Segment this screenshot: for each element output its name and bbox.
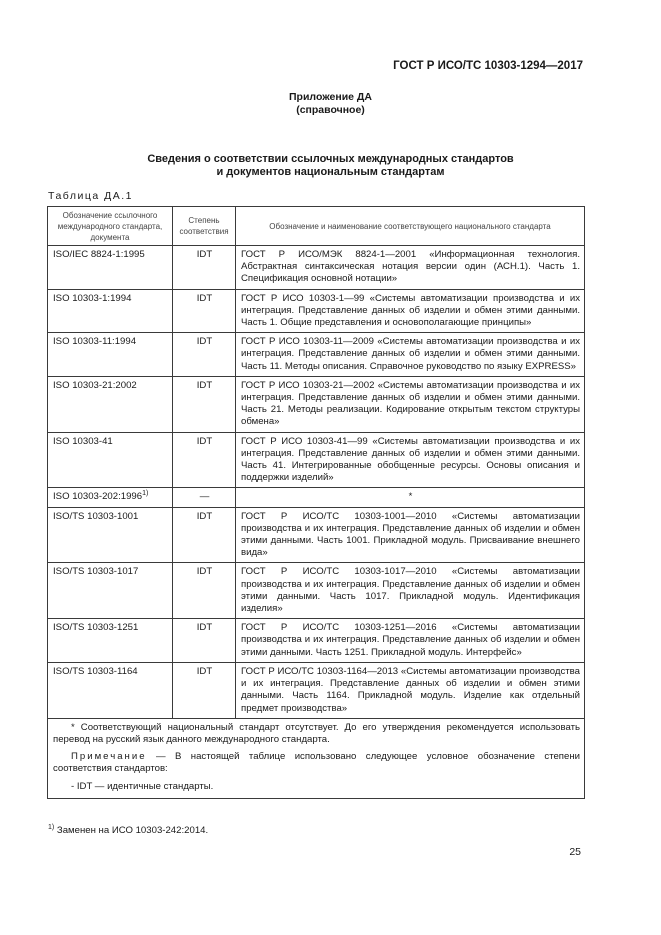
- note-asterisk: * Соответствующий национальный стандарт отсутствует. До его утверждения рекомендуется использовать перевод на русский язык данного международного стандарта.: [53, 721, 580, 745]
- header-international-standard: Обозначение ссылочного международного стандарта, документа: [48, 207, 173, 246]
- cell-national: ГОСТ Р ИСО 10303-11—2009 «Системы автоматизации производства и их интеграция. Представление данных об изделии и обмен этими данными. Часть 11. Методы описания. Справочное руководство по языку EXPRESS»: [236, 333, 585, 377]
- note-item: - IDT — идентичные стандарты.: [71, 780, 214, 792]
- cell-ref-text: ISO 10303-202:1996: [53, 491, 143, 503]
- cell-ref: [48, 488, 173, 507]
- cell-degree: IDT: [173, 246, 236, 290]
- table-row: [48, 662, 585, 718]
- table-row: [48, 333, 585, 377]
- cell-degree: —: [173, 488, 236, 507]
- cell-ref: ISO/IEC 8824-1:1995: [48, 246, 173, 290]
- cell-national: ГОСТ Р ИСО/МЭК 8824-1—2001 «Информационная технология. Абстрактная синтаксическая нотация версии один (АСН.1). Часть 1. Спецификация основной нотации»: [236, 246, 585, 290]
- correspondence-table: [47, 206, 585, 799]
- table-header-row: [48, 207, 585, 246]
- section-title: [0, 153, 661, 179]
- cell-national: ГОСТ Р ИСО/ТС 10303-1001—2010 «Системы автоматизации производства и их интеграция. Представление данных об изделии и обмен этими данными. Часть 1001. Прикладной модуль. Присваивание внешнего вида»: [236, 507, 585, 563]
- note-label: Примечание: [71, 751, 147, 763]
- cell-national: *: [236, 488, 585, 507]
- header-national-standard: Обозначение и наименование соответствующего национального стандарта: [236, 207, 585, 246]
- table-row: [48, 246, 585, 290]
- footnote-text: Заменен на ИСО 10303-242:2014.: [54, 825, 209, 836]
- appendix-title: Приложение ДА: [289, 91, 372, 103]
- cell-degree: IDT: [173, 333, 236, 377]
- table-notes-row: [48, 718, 585, 798]
- cell-degree: IDT: [173, 376, 236, 432]
- table-row: [48, 507, 585, 563]
- footnote-mark: 1): [142, 490, 149, 498]
- footnote-mark: 1): [48, 823, 55, 831]
- table-row: [48, 488, 585, 507]
- cell-national: ГОСТ Р ИСО 10303-21—2002 «Системы автоматизации производства и их интеграция. Представление данных об изделии и обмен этими данными. Часть 21. Методы реализации. Кодирование открытым текстом структуры обмена»: [236, 376, 585, 432]
- cell-national: ГОСТ Р ИСО/ТС 10303-1251—2016 «Системы автоматизации производства и их интеграция. Представление данных об изделии и обмен этими данными. Часть 1251. Прикладной модуль. Интерфейс»: [236, 619, 585, 663]
- cell-national: ГОСТ Р ИСО/ТС 10303-1164—2013 «Системы автоматизации производства и их интеграция. Представление данных об изделии и обмен этими данными. Часть 1164. Прикладной модуль. Изделие как отдельный предмет производства»: [236, 662, 585, 718]
- cell-ref: ISO/TS 10303-1251: [48, 619, 173, 663]
- cell-ref: ISO 10303-41: [48, 432, 173, 488]
- cell-degree: IDT: [173, 289, 236, 333]
- cell-degree: IDT: [173, 662, 236, 718]
- cell-ref: ISO/TS 10303-1017: [48, 563, 173, 619]
- footnote: [48, 825, 208, 836]
- cell-degree: IDT: [173, 507, 236, 563]
- section-title-line2: и документов национальным стандартам: [216, 166, 445, 178]
- cell-national: ГОСТ Р ИСО 10303-41—99 «Системы автоматизации производства и их интеграция. Представление данных об изделии и обмен этими данными. Часть 41. Интегрированные обобщенные ресурсы. Основы описания и поддержки изделий»: [236, 432, 585, 488]
- table-row: [48, 432, 585, 488]
- table-notes: [48, 718, 585, 798]
- cell-ref: ISO/TS 10303-1164: [48, 662, 173, 718]
- section-title-line1: Сведения о соответствии ссылочных международных стандартов: [147, 153, 514, 165]
- cell-degree: IDT: [173, 432, 236, 488]
- note-paragraph: [53, 751, 580, 775]
- cell-national: ГОСТ Р ИСО/ТС 10303-1017—2010 «Системы автоматизации производства и их интеграция. Представление данных об изделии и обмен этими данными. Часть 1017. Прикладной модуль. Идентификация изделия»: [236, 563, 585, 619]
- table-label: Таблица ДА.1: [48, 190, 133, 202]
- cell-national: ГОСТ Р ИСО 10303-1—99 «Системы автоматизации производства и их интеграция. Представление данных об изделии и обмен этими данными. Часть 1. Общие представления и основополагающие принципы»: [236, 289, 585, 333]
- page-number: 25: [569, 846, 581, 858]
- cell-degree: IDT: [173, 619, 236, 663]
- note-text: — В настоящей таблице использовано следующее условное обозначение степени соответствия стандартов:: [53, 751, 580, 775]
- cell-degree: IDT: [173, 563, 236, 619]
- cell-ref: ISO 10303-11:1994: [48, 333, 173, 377]
- table-row: [48, 376, 585, 432]
- cell-ref: ISO 10303-1:1994: [48, 289, 173, 333]
- table-row: [48, 289, 585, 333]
- header-degree: Степень соответствия: [173, 207, 236, 246]
- cell-ref: ISO 10303-21:2002: [48, 376, 173, 432]
- table-row: [48, 619, 585, 663]
- table-row: [48, 563, 585, 619]
- appendix-heading: [0, 91, 661, 117]
- cell-ref: ISO/TS 10303-1001: [48, 507, 173, 563]
- document-number: ГОСТ Р ИСО/ТС 10303-1294—2017: [393, 60, 583, 72]
- appendix-subtitle: (справочное): [296, 104, 365, 116]
